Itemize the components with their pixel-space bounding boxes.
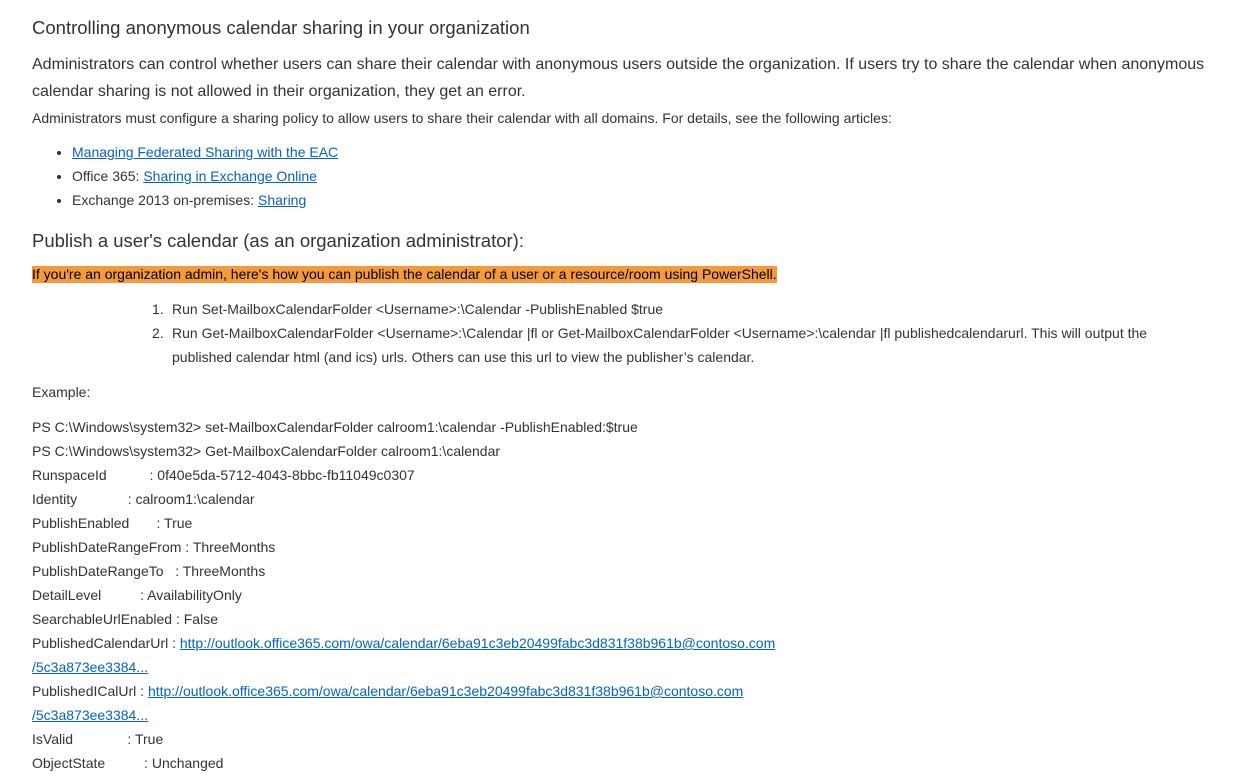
output-object-state: ObjectState : Unchanged	[32, 755, 224, 771]
section-heading-publish-calendar: Publish a user's calendar (as an organization administrator):	[32, 230, 524, 251]
policy-note: Administrators must configure a sharing policy to allow users to share their calendar with all domains. For details, see the following articles:	[32, 110, 892, 126]
output-ical-url-cont	[32, 703, 775, 727]
output-range-to: PublishDateRangeTo : ThreeMonths	[32, 563, 266, 579]
published-ical-url-link[interactable]: http://outlook.office365.com/owa/calendar/6eba91c3eb20499fabc3d831f38b961b@contoso.com	[147, 683, 744, 699]
section-heading-anonymous-sharing: Controlling anonymous calendar sharing in your organization	[32, 17, 530, 38]
list-item	[72, 140, 338, 164]
powershell-example	[32, 415, 775, 775]
output-searchable: SearchableUrlEnabled : False	[32, 611, 218, 627]
step-item: 1. Run Set-MailboxCalendarFolder <Username>:\Calendar -PublishEnabled $true	[152, 301, 664, 317]
step-item: 2. Run Get-MailboxCalendarFolder <Username>:\Calendar |fl or Get-MailboxCalendarFolder <Username>:\calendar |fl publishedcalendarurl. This will output the published calendar html (and ics) urls. Others can use this url to view the publisher’s calendar.	[152, 325, 1148, 365]
output-calendar-url: PublishedCalendarUrl : http://outlook.office365.com/owa/calendar/6eba91c3eb20499fabc3d831f38b961b@contoso.com	[32, 635, 776, 651]
steps-list	[152, 297, 1192, 369]
output-calendar-url-cont	[32, 655, 775, 679]
command-line: PS C:\Windows\system32> set-MailboxCalendarFolder calroom1:\calendar -PublishEnabled:$true	[32, 419, 638, 435]
output-runspace: RunspaceId : 0f40e5da-5712-4043-8bbc-fb11049c0307	[32, 467, 415, 483]
output-ical-url: PublishedICalUrl : http://outlook.office365.com/owa/calendar/6eba91c3eb20499fabc3d831f38b961b@contoso.com	[32, 683, 744, 699]
output-range-from: PublishDateRangeFrom : ThreeMonths	[32, 539, 276, 555]
articles-list	[32, 140, 338, 212]
list-item: • Office 365: Sharing in Exchange Online	[72, 164, 338, 188]
example-label: Example:	[32, 384, 91, 400]
list-item: • Exchange 2013 on-premises: Sharing	[72, 188, 338, 212]
intro-paragraph: Administrators can control whether users can share their calendar with anonymous users outside the organization. If users try to share the calendar when anonymous calendar sharing is not allowed in their organization, they get an error.	[32, 56, 1205, 100]
highlighted-note: If you're an organization admin, here's how you can publish the calendar of a user or a resource/room using PowerShell.	[32, 266, 777, 282]
output-detail-level: DetailLevel : AvailabilityOnly	[32, 587, 242, 603]
link-managing-federated-sharing[interactable]: Managing Federated Sharing with the EAC	[72, 144, 339, 160]
output-identity: Identity : calroom1:\calendar	[32, 491, 255, 507]
published-calendar-url-link[interactable]: http://outlook.office365.com/owa/calendar/6eba91c3eb20499fabc3d831f38b961b@contoso.com	[179, 635, 776, 651]
published-calendar-url-link-cont[interactable]: /5c3a873ee3384...	[32, 659, 148, 675]
link-sharing[interactable]: Sharing	[258, 192, 307, 208]
link-sharing-exchange-online[interactable]: Sharing in Exchange Online	[143, 168, 317, 184]
command-line: PS C:\Windows\system32> Get-MailboxCalendarFolder calroom1:\calendar	[32, 443, 501, 459]
output-publish-enabled: PublishEnabled : True	[32, 515, 193, 531]
output-is-valid: IsValid : True	[32, 731, 164, 747]
published-ical-url-link-cont[interactable]: /5c3a873ee3384...	[32, 707, 148, 723]
